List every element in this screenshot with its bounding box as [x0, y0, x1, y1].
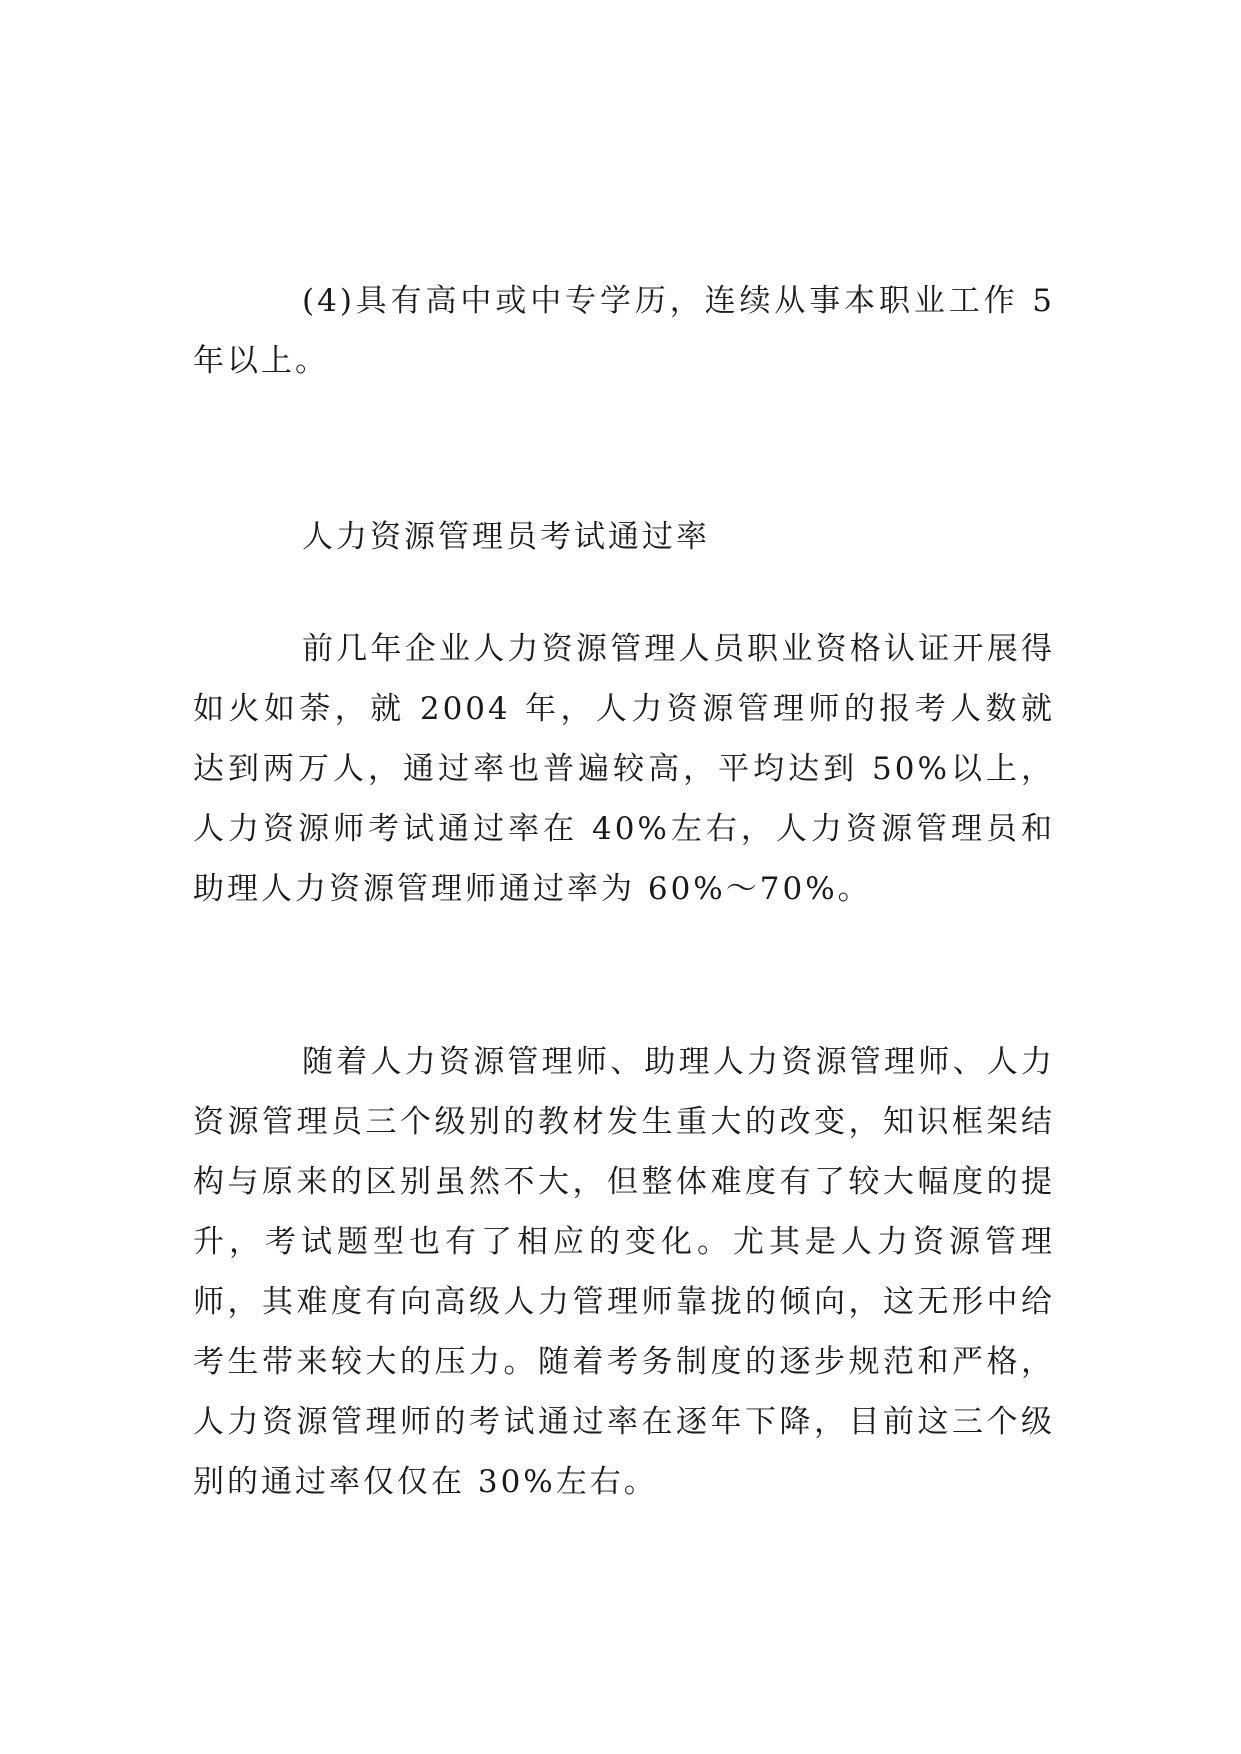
paragraph-pass-rate-history: 前几年企业人力资源管理人员职业资格认证开展得如火如荼，就 2004 年，人力资源管理师的报考人数就达到两万人，通过率也普遍较高，平均达到 50%以上，人力资源师考试通过率在 40%左右，人力资源管理员和助理人力资源管理师通过率为 60%～70%。 [193, 631, 1055, 907]
paragraph-pass-rate-decline: 随着人力资源管理师、助理人力资源管理师、人力资源管理员三个级别的教材发生重大的改变，知识框架结构与原来的区别虽然不大，但整体难度有了较大幅度的提升，考试题型也有了相应的变化。尤其是人力资源管理师，其难度有向高级人力管理师靠拢的倾向，这无形中给考生带来较大的压力。随着考务制度的逐步规范和严格，人力资源管理师的考试通过率在逐年下降，目前这三个级别的通过率仅仅在 30%左右。 [193, 1044, 1055, 1500]
section-heading: 人力资源管理员考试通过率 [302, 519, 710, 555]
paragraph-qualification: (4)具有高中或中专学历，连续从事本职业工作 5 年以上。 [193, 283, 1055, 379]
